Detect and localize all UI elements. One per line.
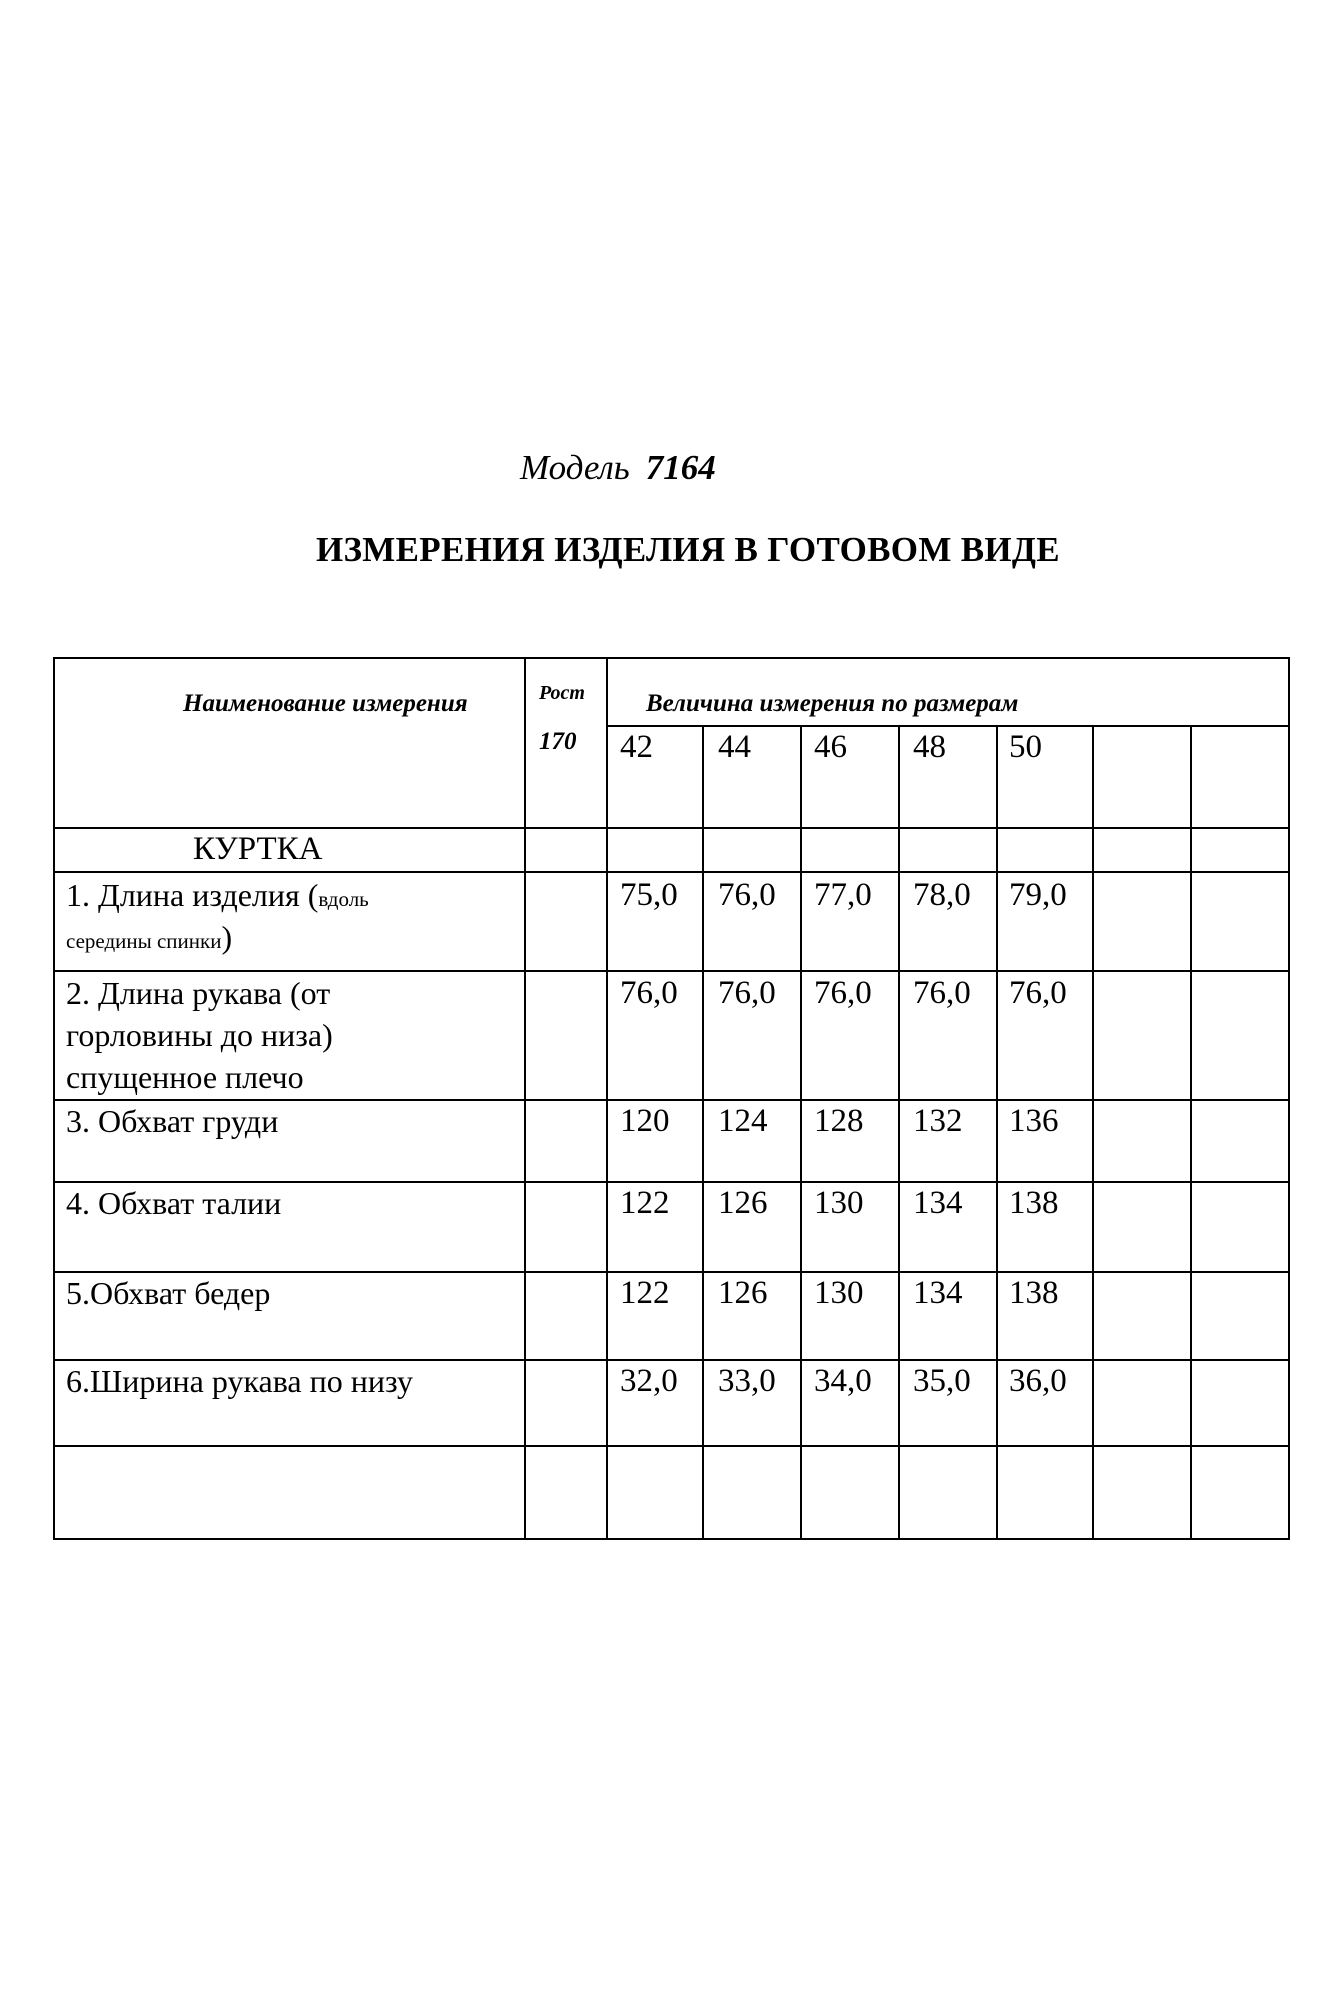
row-6-value-50: 36,0 [1009, 1363, 1067, 1399]
row-5-value-48: 134 [913, 1275, 963, 1311]
row-2-label-line1: 2. Длина рукава (от [66, 975, 331, 1011]
divider-size-6 [1190, 725, 1192, 1540]
header-height-value: 170 [539, 728, 577, 755]
row-sep-5 [53, 1359, 1290, 1361]
row-6-label: 6.Ширина рукава по низу [66, 1363, 413, 1399]
row-5-value-50: 138 [1009, 1275, 1059, 1311]
row-1-value-42: 75,0 [620, 877, 678, 913]
row-6-value-46: 34,0 [814, 1363, 872, 1399]
row-sep-section [53, 871, 1290, 873]
row-4-value-44: 126 [718, 1185, 768, 1221]
divider-size-2 [800, 725, 802, 1540]
row-1-label-main: 1. Длина изделия ( [66, 877, 319, 913]
header-height-label: Рост [539, 682, 585, 704]
row-3-value-44: 124 [718, 1103, 768, 1139]
row-5-label: 5.Обхват бедер [66, 1275, 271, 1311]
divider-size-4 [996, 725, 998, 1540]
row-2-label-line2: горловины до низа) [66, 1017, 333, 1053]
section-label: КУРТКА [193, 831, 323, 867]
table-border-bottom [53, 1538, 1290, 1540]
row-1-value-50: 79,0 [1009, 877, 1067, 913]
row-2-value-46: 76,0 [814, 975, 872, 1011]
row-1-label-line2 [66, 921, 232, 953]
size-header-46: 46 [814, 729, 847, 765]
row-4-label: 4. Обхват талии [66, 1185, 282, 1221]
row-sep-6 [53, 1445, 1290, 1447]
row-6-value-44: 33,0 [718, 1363, 776, 1399]
row-3-value-42: 120 [620, 1103, 670, 1139]
size-header-42: 42 [620, 729, 653, 765]
row-sep-1 [53, 970, 1290, 972]
row-1-value-48: 78,0 [913, 877, 971, 913]
row-2-value-50: 76,0 [1009, 975, 1067, 1011]
row-2-value-42: 76,0 [620, 975, 678, 1011]
row-4-value-50: 138 [1009, 1185, 1059, 1221]
row-1-value-46: 77,0 [814, 877, 872, 913]
row-6-value-42: 32,0 [620, 1363, 678, 1399]
row-2-label-line3: спущенное плечо [66, 1059, 304, 1095]
document-title: ИЗМЕРЕНИЯ ИЗДЕЛИЯ В ГОТОВОМ ВИДЕ [316, 530, 1060, 569]
row-1-label-close: ) [221, 919, 233, 955]
row-3-value-46: 128 [814, 1103, 864, 1139]
row-1-value-44: 76,0 [718, 877, 776, 913]
size-header-50: 50 [1009, 729, 1042, 765]
row-sep-2 [53, 1099, 1290, 1101]
row-5-value-46: 130 [814, 1275, 864, 1311]
divider-size-3 [898, 725, 900, 1540]
row-4-value-42: 122 [620, 1185, 670, 1221]
divider-size-1 [702, 725, 704, 1540]
header-sizes: Величина измерения по размерам [646, 690, 1019, 717]
measurements-table [53, 657, 1290, 1540]
model-label: Модель [520, 448, 630, 487]
row-1-label-note: вдоль [318, 887, 369, 911]
size-header-44: 44 [718, 729, 751, 765]
row-1-label-line1 [66, 879, 369, 911]
row-sep-header [53, 827, 1290, 829]
row-sep-4 [53, 1271, 1290, 1273]
table-border-top [53, 657, 1290, 659]
row-4-value-48: 134 [913, 1185, 963, 1221]
header-measurement-name: Наименование измерения [183, 690, 468, 717]
row-2-value-44: 76,0 [718, 975, 776, 1011]
row-5-value-42: 122 [620, 1275, 670, 1311]
row-3-value-48: 132 [913, 1103, 963, 1139]
row-3-value-50: 136 [1009, 1103, 1059, 1139]
row-1-label-note-2: середины спинки [66, 929, 222, 953]
row-sep-3 [53, 1181, 1290, 1183]
row-5-value-44: 126 [718, 1275, 768, 1311]
row-6-value-48: 35,0 [913, 1363, 971, 1399]
row-3-label: 3. Обхват груди [66, 1103, 279, 1139]
size-header-48: 48 [913, 729, 946, 765]
row-4-value-46: 130 [814, 1185, 864, 1221]
model-line [520, 448, 716, 488]
model-number: 7164 [645, 448, 716, 487]
sizes-header-underline [606, 725, 1290, 727]
divider-size-5 [1092, 725, 1094, 1540]
row-2-value-48: 76,0 [913, 975, 971, 1011]
